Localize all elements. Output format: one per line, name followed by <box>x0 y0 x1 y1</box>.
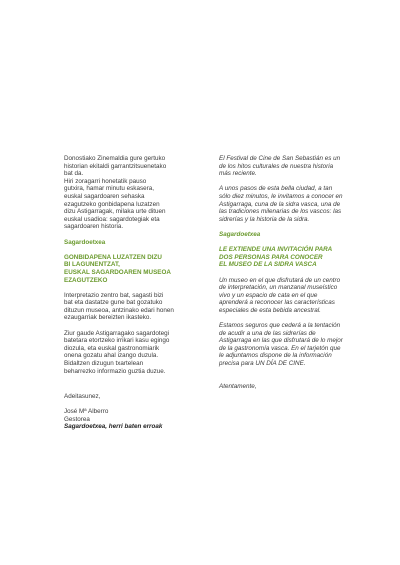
section-heading: Sagardoetxea <box>64 238 106 246</box>
signer-role: Gestorea <box>64 415 90 423</box>
invitation-headline: LE EXTIENDE UNA INVITACIÓN PARA DOS PERSONAS PARA CONOCER EL MUSEO DE LA SIDRA VASCA <box>219 246 333 269</box>
spanish-column <box>219 155 359 398</box>
basque-column <box>64 155 186 383</box>
section-heading: Sagardoetxea <box>219 230 261 238</box>
body-paragraph: Hiri zoragarri honetatik pauso gutxira, hamar minutu eskasera, euskal sagardoaren sehaska ezagutzeko gonbidapena luzatzen dizu Astigarragak, milaka urte dituen euskal usadioa: sagardotegiak eta sagardoaren historia. <box>64 177 166 231</box>
intro-paragraph: Donostiako Zinemaldia gure gertuko historian ekitaldi garrantzitsuenetako bat da. <box>64 155 167 178</box>
museum-paragraph: Interpretazio zentro bat, sagasti bizi bat eta dastatze gune bat gozatuko dituzun museoa, antzinako edari honen ezaugarriak bereizten ikasteko. <box>64 291 174 322</box>
organization-tagline: Sagardoetxea, herri baten erroak <box>64 423 163 431</box>
body-paragraph: A unos pasos de esta bella ciudad, a tan sólo diez minutos, le invitamos a conocer en Astigarraga, cuna de la sidra vasca, una de las tradiciones milenarias de los vascos: las sidrerías y la historia de la sidra. <box>219 185 343 223</box>
cider-house-paragraph: Ziur gaude Astigarragako sagardotegi batetara etortzeko irrikari kasu egingo diozula, eta euskal gastronomiarik onena gozatu ahal izango duzula. Bidaltzen dizugun txartelean beharrezko informazio guztia duzue. <box>64 329 170 375</box>
cider-house-paragraph: Estamos seguros que cederá a la tentación de acudir a una de las sidrerías de Astigarraga en las que disfrutará de lo mejor de la gastronomía vasca. En el tarjetón que le adjuntamos dispone de la información precisa para UN DÍA DE CINE. <box>219 322 343 368</box>
signature-block <box>64 393 214 431</box>
intro-paragraph: El Festival de Cine de San Sebastián es un de los hitos culturales de nuestra historia más reciente. <box>219 155 341 178</box>
closing-text: Adeitasunez, <box>64 393 101 400</box>
invitation-headline: GONBIDAPENA LUZATZEN DIZU BI LAGUNENTZAT, EUSKAL SAGARDOAREN MUSEOA EZAGUTZEKO <box>64 253 171 284</box>
museum-paragraph: Un museo en el que disfrutará de un centro de interpretación, un manzanal museístico vivo y un espacio de cata en el que aprenderá a reconocer las características especiales de esta bebida ancestral. <box>219 276 341 314</box>
signer-name: José Mª Alberro <box>64 408 109 416</box>
closing-text: Atentamente, <box>219 382 257 390</box>
